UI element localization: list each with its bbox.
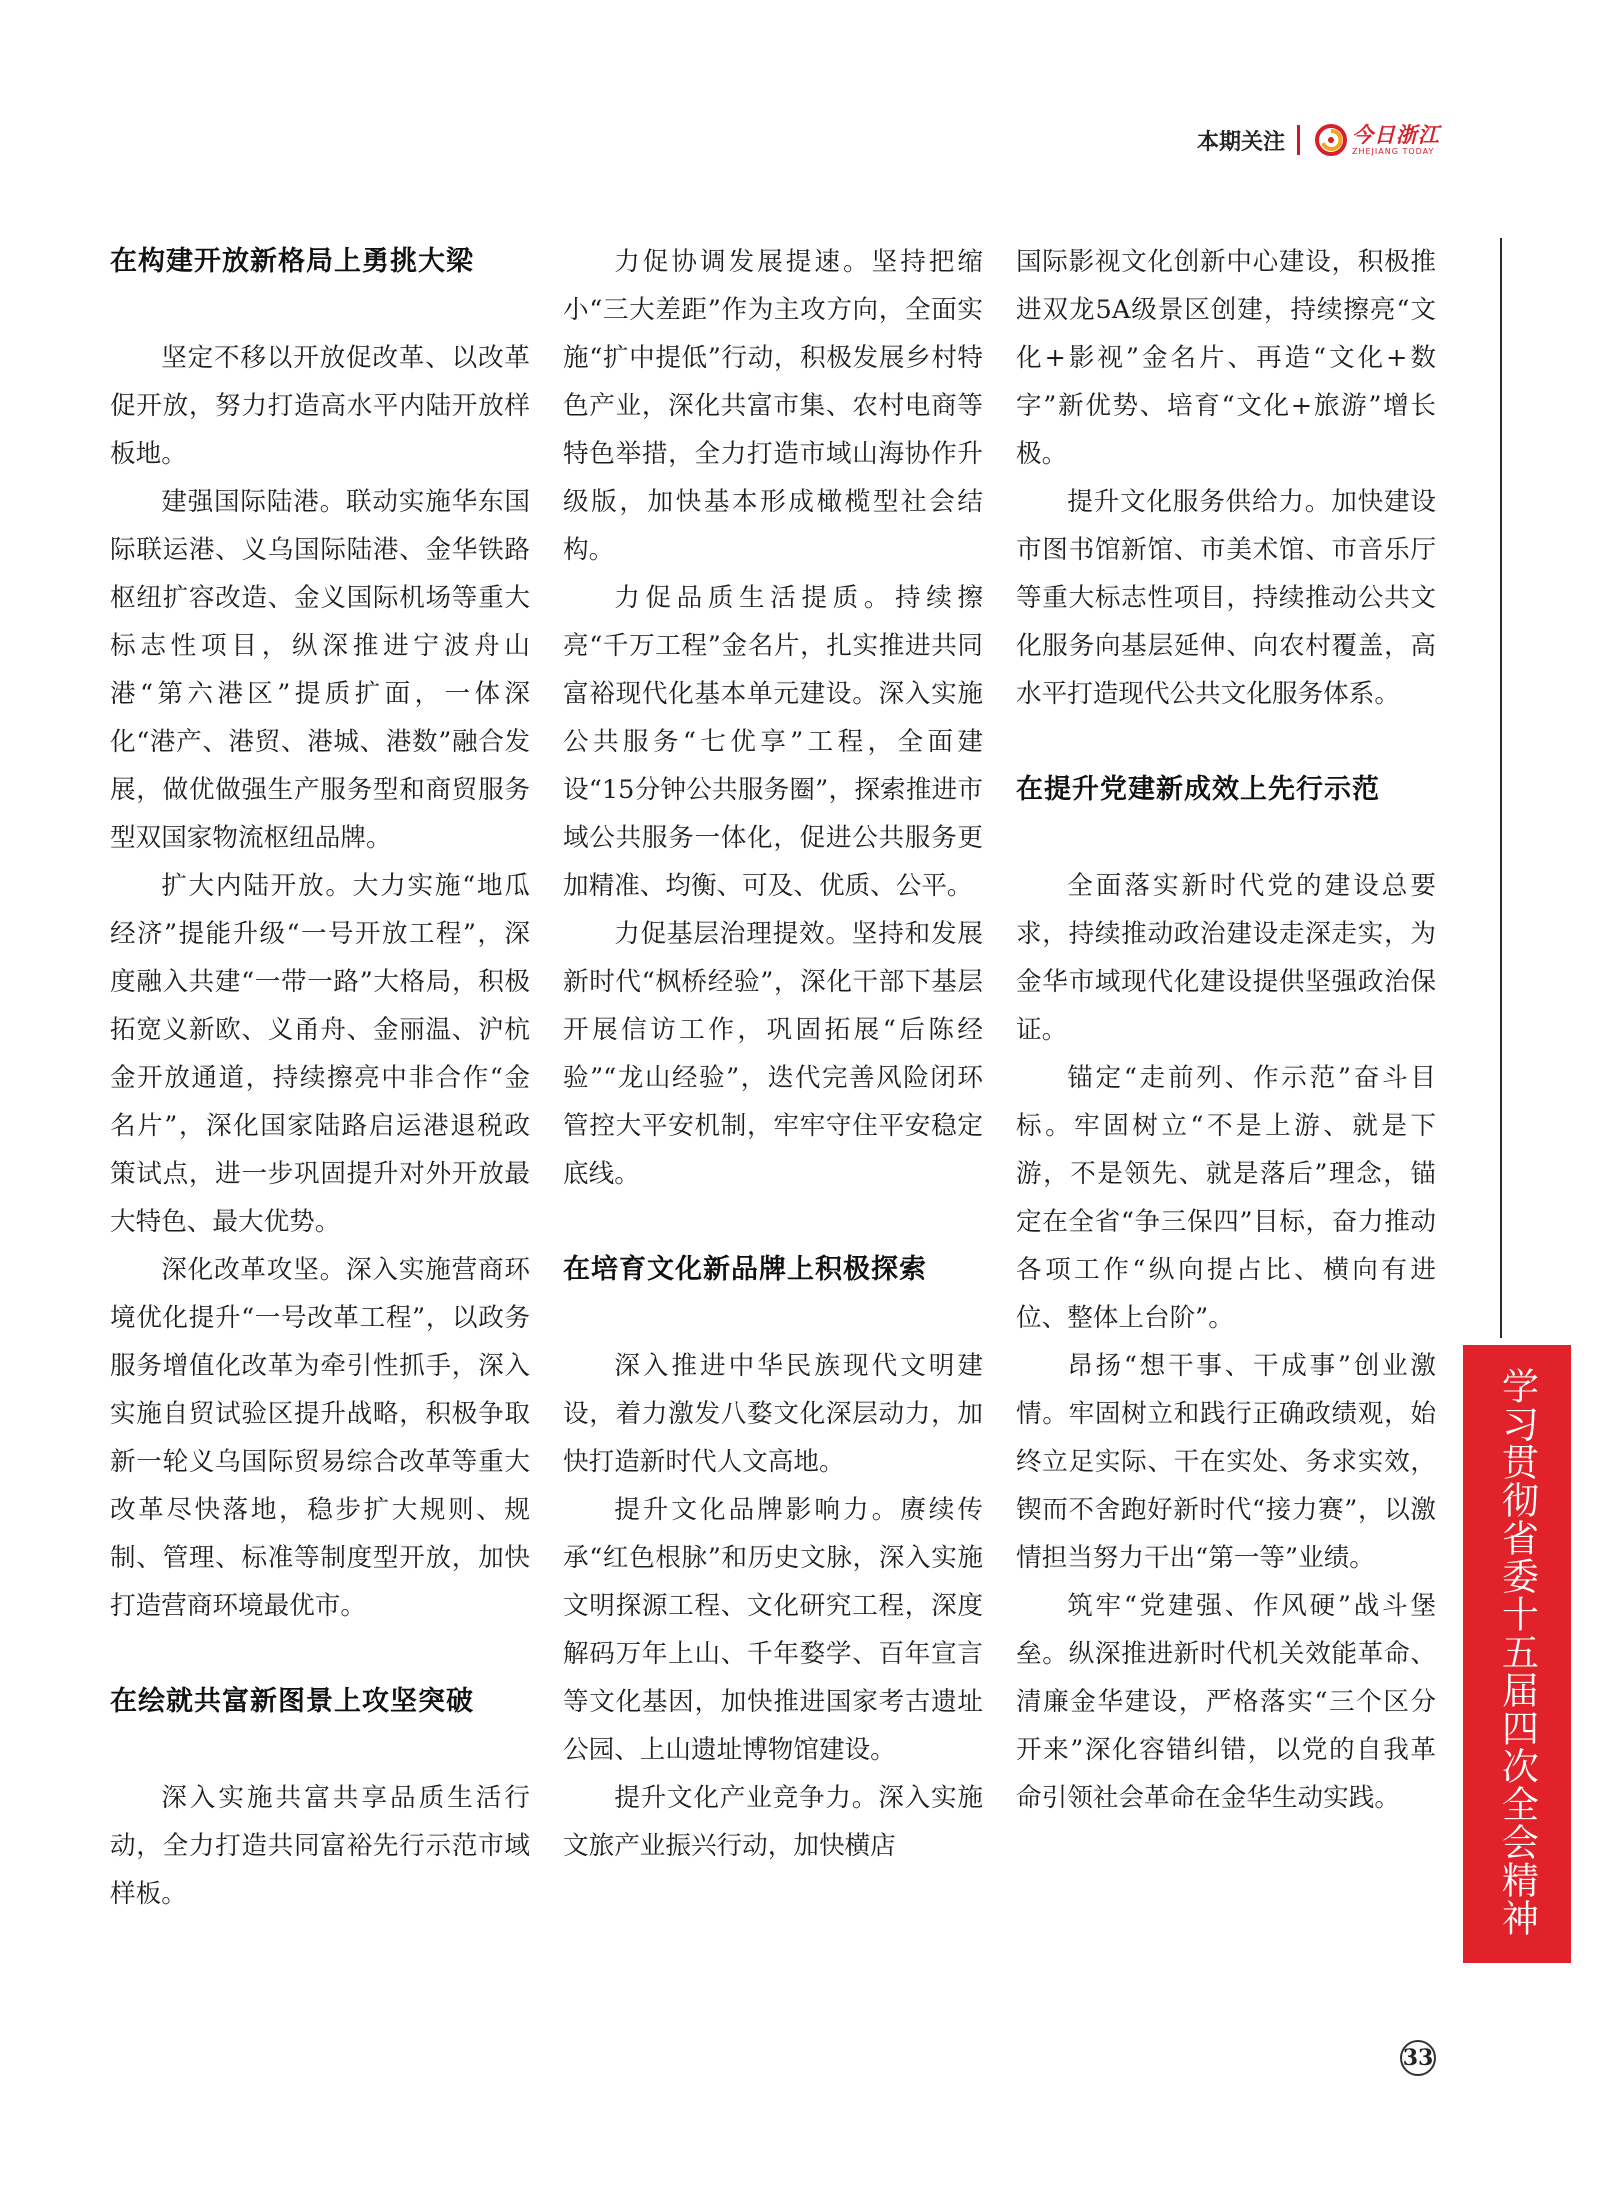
spacer [563, 1294, 983, 1342]
logo-swirl-icon [1314, 123, 1348, 157]
paragraph: 昂扬“想干事、干成事”创业激情。牢固树立和践行正确政绩观，始终立足实际、干在实处、务求实效，锲而不舍跑好新时代“接力赛”，以激情担当努力干出“第一等”业绩。 [1016, 1351, 1436, 1573]
page-number: 33 [1400, 2040, 1436, 2076]
paragraph: 建强国际陆港。联动实施华东国际联运港、义乌国际陆港、金华铁路枢纽扩容改造、金义国际机场等重大标志性项目，纵深推进宁波舟山港“第六港区”提质扩面，一体深化“港产、港贸、港城、港数”融合发展，做优做强生产服务型和商贸服务型双国家物流枢纽品牌。 [110, 487, 530, 853]
section-heading: 在培育文化新品牌上积极探索 [563, 1254, 927, 1285]
side-banner-text: 学习贯彻省委十五届四次全会精神 [1495, 1367, 1539, 1937]
paragraph: 全面落实新时代党的建设总要求，持续推动政治建设走深走实，为金华市域现代化建设提供坚强政治保证。 [1016, 871, 1436, 1045]
side-rule [1500, 238, 1502, 1338]
page-header [1197, 118, 1440, 162]
paragraph: 筑牢“党建强、作风硬”战斗堡垒。纵深推进新时代机关效能革命、清廉金华建设，严格落实“三个区分开来”深化容错纠错，以党的自我革命引领社会革命在金华生动实践。 [1016, 1591, 1436, 1813]
paragraph: 国际影视文化创新中心建设，积极推进双龙5A级景区创建，持续擦亮“文化+影视”金名片、再造“文化+数字”新优势、培育“文化+旅游”增长极。 [1016, 247, 1436, 469]
paragraph: 扩大内陆开放。大力实施“地瓜经济”提能升级“一号开放工程”，深度融入共建“一带一路”大格局，积极拓宽义新欧、义甬舟、金丽温、沪杭金开放通道，持续擦亮中非合作“金名片”，深化国家陆路启运港退税政策试点，进一步巩固提升对外开放最大特色、最大优势。 [110, 871, 530, 1237]
paragraph: 深化改革攻坚。深入实施营商环境优化提升“一号改革工程”，以政务服务增值化改革为牵引性抓手，深入实施自贸试验区提升战略，积极争取新一轮义乌国际贸易综合改革等重大改革尽快落地，稳步扩大规则、规制、管理、标准等制度型开放，加快打造营商环境最优市。 [110, 1255, 530, 1621]
paragraph: 坚定不移以开放促改革、以改革促开放，努力打造高水平内陆开放样板地。 [110, 343, 530, 469]
spacer [110, 1630, 530, 1678]
paragraph: 深入推进中华民族现代文明建设，着力激发八婺文化深层动力，加快打造新时代人文高地。 [563, 1351, 983, 1477]
paragraph: 锚定“走前列、作示范”奋斗目标。牢固树立“不是上游、就是下游，不是领先、就是落后”理念，锚定在全省“争三保四”目标，奋力推动各项工作“纵向提占比、横向有进位、整体上台阶”。 [1016, 1063, 1436, 1333]
section-label: 本期关注 [1196, 129, 1285, 155]
spacer [563, 1198, 983, 1246]
logo-subtext: ZHEJIANG TODAY [1352, 146, 1435, 156]
paragraph: 提升文化品牌影响力。赓续传承“红色根脉”和历史文脉，深入实施文明探源工程、文化研究工程，深度解码万年上山、千年婺学、百年宣言等文化基因，加快推进国家考古遗址公园、上山遗址博物馆建设。 [563, 1495, 983, 1765]
paragraph: 力促协调发展提速。坚持把缩小“三大差距”作为主攻方向，全面实施“扩中提低”行动，积极发展乡村特色产业，深化共富市集、农村电商等特色举措，全力打造市域山海协作升级版，加快基本形成橄榄型社会结构。 [563, 247, 983, 565]
paragraph: 力促基层治理提效。坚持和发展新时代“枫桥经验”，深化干部下基层开展信访工作，巩固拓展“后陈经验”“龙山经验”，迭代完善风险闭环管控大平安机制，牢牢守住平安稳定底线。 [563, 919, 983, 1189]
paragraph: 深入实施共富共享品质生活行动，全力打造共同富裕先行示范市域样板。 [110, 1783, 530, 1909]
spacer [110, 1726, 530, 1774]
column-1 [110, 238, 530, 1918]
section-heading: 在构建开放新格局上勇挑大梁 [110, 246, 474, 277]
spacer [1016, 814, 1436, 862]
column-2 [563, 238, 983, 1870]
spacer [1016, 718, 1436, 766]
section-heading: 在绘就共富新图景上攻坚突破 [110, 1686, 474, 1717]
magazine-logo [1314, 123, 1440, 157]
spacer [110, 286, 530, 334]
paragraph: 提升文化产业竞争力。深入实施文旅产业振兴行动，加快横店 [563, 1783, 983, 1861]
section-heading: 在提升党建新成效上先行示范 [1016, 774, 1380, 805]
paragraph: 提升文化服务供给力。加快建设市图书馆新馆、市美术馆、市音乐厅等重大标志性项目，持续推动公共文化服务向基层延伸、向农村覆盖，高水平打造现代公共文化服务体系。 [1016, 487, 1436, 709]
header-divider [1297, 125, 1300, 155]
logo-text: 今日浙江 [1352, 122, 1440, 147]
paragraph: 力促品质生活提质。持续擦亮“千万工程”金名片，扎实推进共同富裕现代化基本单元建设。深入实施公共服务“七优享”工程，全面建设“15分钟公共服务圈”，探索推进市域公共服务一体化，促进公共服务更加精准、均衡、可及、优质、公平。 [563, 583, 983, 901]
column-3 [1016, 238, 1436, 1822]
side-banner [1463, 1345, 1571, 1963]
